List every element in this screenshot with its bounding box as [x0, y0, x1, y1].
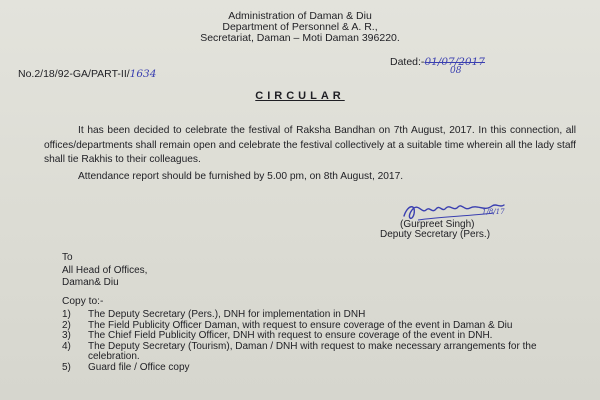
reference-handwritten: 1634: [129, 68, 157, 80]
list-item-text: The Field Publicity Officer Daman, with request to ensure coverage of the event in Daman & Diu: [88, 319, 513, 331]
date-label: Dated:-: [390, 56, 425, 68]
document-title: CIRCULAR: [255, 90, 345, 102]
list-item-text: The Chief Field Publicity Officer, DNH with request to ensure coverage of the event in DNH.: [88, 330, 493, 342]
list-item-text: The Deputy Secretary (Pers.), DNH for implementation in DNH: [88, 309, 366, 320]
to-label: To: [62, 252, 73, 263]
letterhead-line-2: Department of Personnel & A. R.,: [222, 21, 378, 33]
list-item-number: 5): [62, 361, 71, 373]
list-item-text: The Deputy Secretary (Tourism), Daman / DNH with request to make necessary arrangements for the celebration.: [88, 340, 537, 363]
list-item: [62, 363, 572, 374]
letterhead-line-3: Secretariat, Daman – Moti Daman 396220.: [200, 32, 400, 44]
copy-to-list: [62, 310, 572, 374]
date-correction: 08: [450, 66, 462, 76]
list-item: [62, 310, 572, 321]
copy-to-heading: Copy to:-: [62, 296, 104, 307]
reference-number: [18, 68, 156, 80]
list-item-number: 2): [62, 319, 71, 331]
list-item-text: Guard file / Office copy: [88, 361, 190, 373]
letterhead-line-1: Administration of Daman & Diu: [228, 10, 372, 22]
list-item-number: 4): [62, 340, 71, 352]
body-paragraph-1: It has been decided to celebrate the festival of Raksha Bandhan on 7th August, 2017. In this connection, all offices/departments shall remain open and celebrate the festival collectively at a suitable time wherein all the lady staff shall tie Rakhis to their colleagues.: [44, 125, 576, 165]
signature-date: 1/8/17: [482, 208, 505, 216]
list-item: [62, 342, 572, 363]
addressee-line-2: Daman& Diu: [62, 277, 119, 288]
list-item-number: 3): [62, 330, 71, 342]
signatory-name: (Gurpreet Singh): [400, 219, 475, 230]
date-value: 01/07/2017: [424, 56, 485, 68]
body-paragraph-2: Attendance report should be furnished by 5.00 pm, on 8th August, 2017.: [78, 171, 404, 182]
list-item-number: 1): [62, 309, 71, 320]
signatory-designation: Deputy Secretary (Pers.): [380, 229, 491, 240]
addressee-line-1: All Head of Offices,: [62, 265, 148, 276]
date-line: [390, 56, 485, 76]
reference-printed: No.2/18/92-GA/PART-II/: [18, 68, 130, 80]
